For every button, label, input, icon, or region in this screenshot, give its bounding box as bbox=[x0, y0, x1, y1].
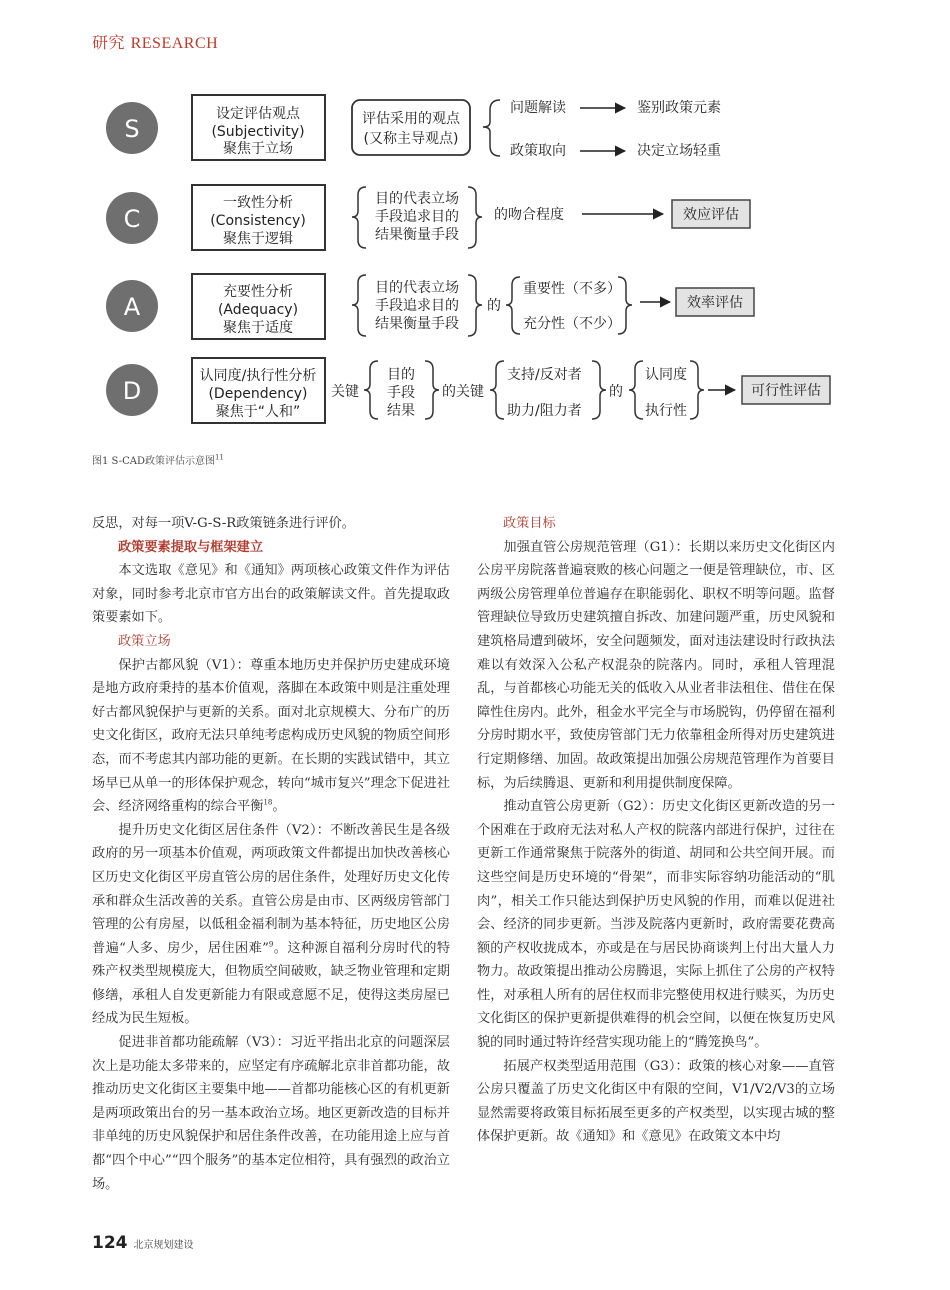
c-list-3: 结果衡量手段 bbox=[375, 227, 459, 243]
d-actor-2: 助力/阻力者 bbox=[507, 403, 582, 419]
viewpoint-line2: (又称主导观点) bbox=[363, 131, 459, 147]
header-zh: 研究 bbox=[92, 33, 126, 52]
page-number: 124 bbox=[92, 1233, 128, 1253]
header-en: RESEARCH bbox=[130, 35, 219, 52]
letter-a: A bbox=[123, 293, 141, 321]
s-item1-from: 问题解读 bbox=[510, 100, 566, 116]
d-measure-1: 认同度 bbox=[645, 367, 687, 383]
letter-c: C bbox=[123, 205, 141, 233]
paragraph: 促进非首都功能疏解（V3）：习近平指出北京的问题深层次上是功能太多带来的，应坚定有序疏解北京非首都功能，故推动历史文化街区主要集中地——首都功能核心区的有机更新是两项政策出台的另一基本政治立场。地区更新改造的目标并非单纯的历史风貌保护和居住条件改善，在功能用途上应与首都“四个中心”“四个服务”的基本定位相符，具有强烈的政治立场。 bbox=[92, 1035, 450, 1192]
paragraph: 本文选取《意见》和《通知》两项核心政策文件作为评估对象，同时参考北京市官方出台的政策解读文件。首先提取政策要素如下。 bbox=[92, 563, 450, 626]
box-s-focus: 聚焦于立场 bbox=[223, 141, 293, 157]
d-list-1: 目的 bbox=[387, 367, 415, 383]
journal-name: 北京规划建设 bbox=[133, 1240, 194, 1251]
right-column bbox=[477, 512, 835, 1149]
letter-s: S bbox=[124, 115, 140, 143]
paragraph bbox=[92, 819, 450, 1031]
a-de: 的 bbox=[487, 298, 501, 314]
s-item2-from: 政策取向 bbox=[510, 143, 566, 159]
c-list-2: 手段追求目的 bbox=[375, 209, 459, 225]
d-actor-1: 支持/反对者 bbox=[507, 367, 582, 383]
text: 提升历史文化街区居住条件（V2）：不断改善民生是各级政府的另一项基本价值观，两项政策文件都提出加快改善核心区历史文化街区平房直管公房的居住条件，处理好历史文化传承和群众生活改善的关系。直管公房是由市、区两级房管部门管理的公有房屋，以低租金福利制为基本特征，历史地区公房普遍“人多、房少，居住困难” bbox=[92, 822, 450, 956]
s-cad-diagram bbox=[90, 90, 860, 440]
result-d: 可行性评估 bbox=[751, 383, 821, 399]
footnote-ref: 9 bbox=[268, 940, 274, 949]
box-s-en: (Subjectivity) bbox=[211, 124, 305, 140]
d-list-2: 手段 bbox=[387, 385, 415, 401]
caption-text: 图1 S-CAD政策评估示意图 bbox=[92, 456, 216, 467]
subsection-heading: 政策目标 bbox=[503, 516, 556, 531]
letter-d: D bbox=[122, 377, 142, 405]
d-key2: 的关键 bbox=[442, 384, 484, 400]
figure-caption bbox=[92, 452, 224, 467]
result-c: 效应评估 bbox=[683, 207, 739, 223]
box-c-en: (Consistency) bbox=[210, 213, 306, 229]
a-list-1: 目的代表立场 bbox=[375, 280, 459, 296]
viewpoint-line1: 评估采用的观点 bbox=[362, 111, 460, 127]
d-key: 关键 bbox=[331, 384, 359, 400]
box-d-title: 认同度/执行性分析 bbox=[199, 368, 317, 384]
a-list-2: 手段追求目的 bbox=[375, 298, 459, 314]
s-item2-to: 决定立场轻重 bbox=[637, 143, 721, 159]
paragraph: 拓展产权类型适用范围（G3）：政策的核心对象——直管公房只覆盖了历史文化街区中有限的空间，V1/V2/V3的立场显然需要将政策目标拓展至更多的产权类型，以实现古城的整体保护更新。故《通知》和《意见》在政策文本中均 bbox=[477, 1058, 835, 1145]
a-option-2: 充分性（不少） bbox=[523, 316, 621, 332]
subsection-heading: 政策立场 bbox=[118, 633, 171, 649]
paragraph: 反思，对每一项V-G-S-R政策链条进行评价。 bbox=[92, 516, 355, 531]
box-c-focus: 聚焦于逻辑 bbox=[223, 231, 293, 247]
text: 。 bbox=[272, 799, 286, 815]
s-item1-to: 鉴别政策元素 bbox=[637, 100, 721, 116]
paragraph: 加强直管公房规范管理（G1）：长期以来历史文化街区内公房平房院落普遍衰败的核心问题之一便是管理缺位，市、区两级公房管理单位普遍存在职能弱化、职权不明等问题。监督管理缺位导致历史建筑擅自拆改、加建问题严重，历史风貌和建筑格局遭到破坏，安全问题频发，面对违法建设时行政执法难以有效深入公私产权混杂的院落内。同时，承租人管理混乱，与首都核心功能无关的低收入从业者非法租住、借住在保障性住房内。此外，租金水平完全与市场脱钩，仍停留在福利分房时期水平，致使房管部门无力依靠租金所得对历史建筑进行定期修缮、加固。故政策提出加强公房规范管理作为首要目标，为后续腾退、更新和利用提供制度保障。 bbox=[477, 539, 835, 791]
text: 保护古都风貌（V1）：尊重本地历史并保护历史建成环境是地方政府秉持的基本价值观，落脚在本政策中则是注重处理好古都风貌保护与更新的关系。面对北京规模大、分布广的历史文化街区，政府无法只单纯考虑构成历史风貌的物质空间形态，而不考虑其内部功能的更新。在长期的实践试错中，其立场早已从单一的形体保护观念，转向“城市复兴”理念下促进社会、经济网络重构的综合平衡 bbox=[92, 657, 450, 815]
box-a-focus: 聚焦于适度 bbox=[223, 320, 293, 336]
d-de: 的 bbox=[609, 384, 623, 400]
running-header bbox=[92, 30, 218, 53]
s-cad-figure bbox=[90, 90, 860, 440]
result-a: 效率评估 bbox=[687, 295, 743, 311]
box-d-focus: 聚焦于“人和” bbox=[215, 404, 301, 420]
section-heading: 政策要素提取与框架建立 bbox=[118, 539, 264, 555]
box-c-title: 一致性分析 bbox=[223, 195, 293, 211]
c-mid-text: 的吻合程度 bbox=[494, 207, 564, 223]
footnote-ref: 18 bbox=[263, 798, 273, 807]
box-d-en: (Dependency) bbox=[208, 386, 308, 402]
text: 。这种源自福利分房时代的特殊产权类型规模庞大，但物质空间破败，缺乏物业管理和定期修缮，承租人自发更新能力有限或意愿不足，使得这类房屋已经成为民生短板。 bbox=[92, 940, 451, 1027]
paragraph: 推动直管公房更新（G2）：历史文化街区更新改造的另一个困难在于政府无法对私人产权的院落内部进行保护，过往在更新工作通常聚焦于院落外的街道、胡同和公共空间开展。而这些空间是历史环境的“骨架”，而非实际容纳功能活动的“肌肉”，相关工作只能达到保护历史风貌的作用，而难以促进社会、经济的同步更新。当涉及院落内更新时，政府需要花费高额的产权收拢成本，亦或是在与居民协商谈判上付出大量人力物力。故政策提出推动公房腾退，实际上抓住了公房的产权特性，对承租人所有的居住权而非完整使用权进行赎买，为历史文化街区的保护更新提供难得的机会空间，以便在恢复历史风貌的同时通过特许经营实现功能上的“腾笼换鸟”。 bbox=[477, 799, 835, 1051]
d-measure-2: 执行性 bbox=[645, 403, 687, 419]
paragraph bbox=[92, 654, 450, 819]
box-s-title: 设定评估观点 bbox=[216, 106, 300, 122]
a-list-3: 结果衡量手段 bbox=[375, 316, 459, 332]
box-a-en: (Adequacy) bbox=[217, 302, 299, 318]
box-a-title: 充要性分析 bbox=[223, 284, 293, 300]
page-footer bbox=[92, 1233, 194, 1253]
caption-ref: 11 bbox=[215, 453, 224, 462]
left-column bbox=[92, 512, 450, 1196]
a-option-1: 重要性（不多） bbox=[523, 281, 621, 297]
c-list-1: 目的代表立场 bbox=[375, 191, 459, 207]
d-list-3: 结果 bbox=[387, 403, 415, 419]
